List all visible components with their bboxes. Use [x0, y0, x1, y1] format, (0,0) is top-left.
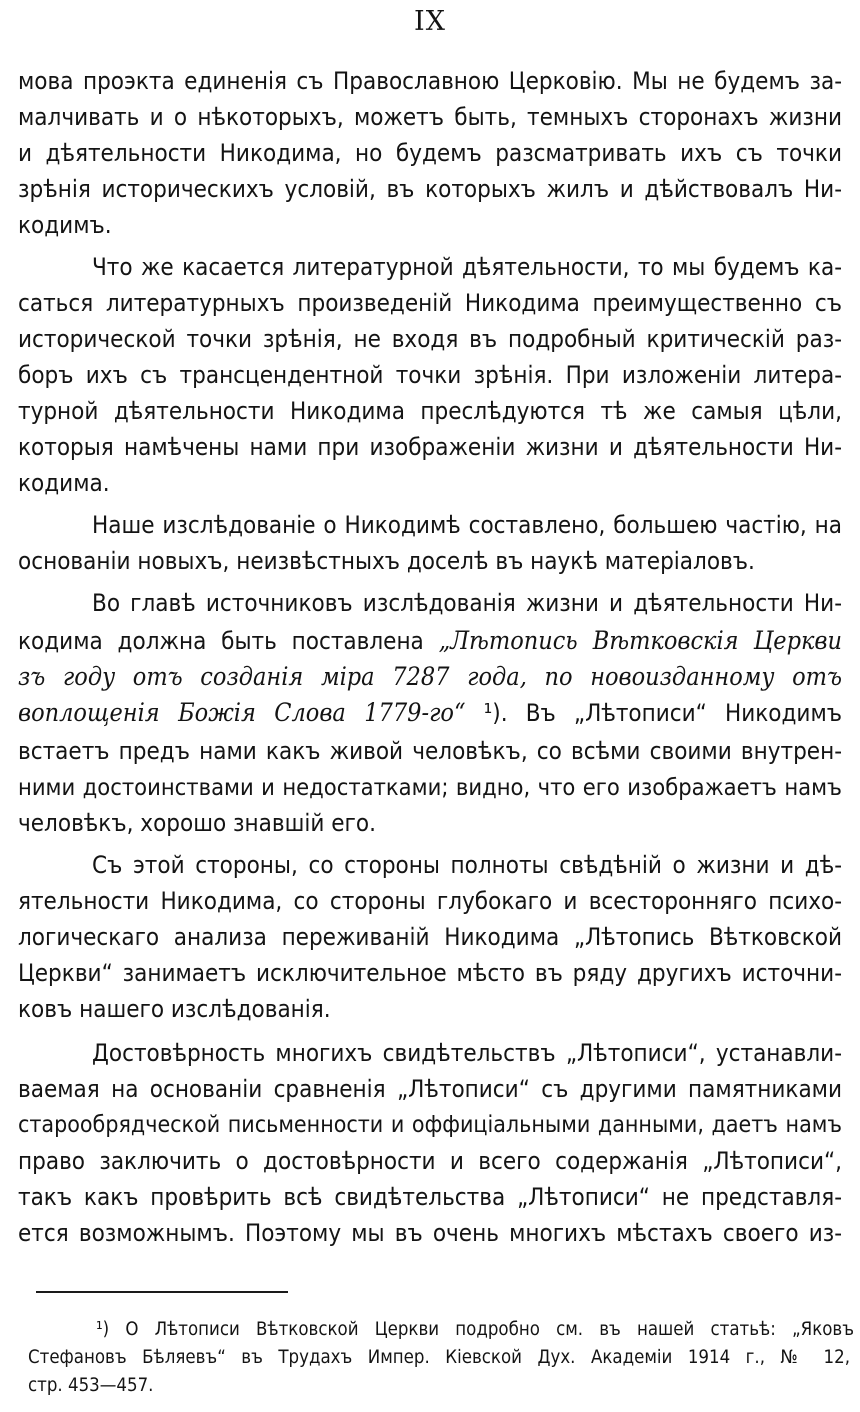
text-fragment: кодима должна быть поставлена	[18, 627, 424, 655]
text-line: Наше изслѣдованіе о Никодимѣ составлено, большею частію, на	[92, 511, 842, 539]
text-line: Что же касается литературной дѣятельности, то мы будемъ ка-	[92, 253, 842, 281]
text-line: и дѣятельности Никодима, но будемъ разсматривать ихъ съ точки	[18, 139, 842, 167]
text-line: кодима.	[18, 469, 110, 497]
text-line: малчивать и о нѣкоторыхъ, можетъ быть, темныхъ сторонахъ жизни	[18, 103, 842, 131]
page-number: IX	[414, 6, 446, 37]
text-line: ется возможнымъ. Поэтому мы въ очень многихъ мѣстахъ своего из-	[18, 1219, 842, 1247]
text-line: Достовѣрность многихъ свидѣтельствъ „Лѣтописи“, устанавли-	[92, 1039, 842, 1067]
text-line: Во главѣ источниковъ изслѣдованія жизни и дѣятельности Ни-	[92, 589, 842, 617]
chronicle-title-line	[18, 662, 842, 694]
text-line: Церкви“ занимаетъ исключительное мѣсто въ ряду другихъ источни-	[18, 959, 842, 987]
chronicle-title: воплощенія Божія Слова 1779-го“	[18, 698, 466, 727]
footnote-divider	[36, 1291, 288, 1293]
text-line: ними достоинствами и недостатками; видно, что его изображаетъ намъ	[18, 773, 842, 801]
text-line-with-title	[18, 698, 842, 730]
text-line: боръ ихъ съ трансцендентной точки зрѣнія. При изложеніи литера-	[18, 361, 842, 389]
text-line: исторической точки зрѣнія, не входя въ подробный критическій раз-	[18, 325, 842, 353]
text-line: такъ какъ провѣрить всѣ свидѣтельства „Лѣтописи“ не представля-	[18, 1183, 842, 1211]
text-fragment: ¹). Въ „Лѣтописи“ Никодимъ	[483, 699, 842, 727]
chronicle-title: „Лѣтопись Вѣтковскія Церкви	[438, 626, 842, 655]
text-line: которыя намѣчены нами при изображеніи жизни и дѣятельности Ни-	[18, 433, 842, 461]
text-line: человѣкъ, хорошо знавшій его.	[18, 809, 376, 837]
text-line: право заключить о достовѣрности и всего содержанія „Лѣтописи“,	[18, 1147, 842, 1175]
text-line: ваемая на основаніи сравненія „Лѣтописи“ съ другими памятниками	[18, 1075, 842, 1103]
text-line: встаетъ предъ нами какъ живой человѣкъ, со всѣми своими внутрен-	[18, 737, 842, 765]
text-line: основаніи новыхъ, неизвѣстныхъ доселѣ въ наукѣ матеріаловъ.	[18, 547, 755, 575]
text-line: логическаго анализа переживаній Никодима „Лѣтопись Вѣтковской	[18, 923, 842, 951]
text-line: турной дѣятельности Никодима преслѣдуются тѣ же самыя цѣли,	[18, 397, 842, 425]
chronicle-title: зъ году отъ созданія міра 7287 года, по новоизданному отъ	[18, 662, 842, 691]
text-line: саться литературныхъ произведеній Никодима преимущественно съ	[18, 289, 842, 317]
footnote-line: стр. 453—457.	[28, 1375, 154, 1396]
text-line: Съ этой стороны, со стороны полноты свѣдѣній о жизни и дѣ-	[92, 851, 842, 879]
text-line: кодимъ.	[18, 211, 112, 239]
footnote-line: Стефановъ Бѣляевъ“ въ Трудахъ Импер. Кіевской Дух. Академіи 1914 г., № 12,	[28, 1347, 850, 1368]
text-line: мова проэкта единенія съ Православною Церковію. Мы не будемъ за-	[18, 67, 842, 95]
text-line: старообрядческой письменности и оффиціальными данными, даетъ намъ	[18, 1112, 842, 1138]
footnote-line: ¹) О Лѣтописи Вѣтковской Церкви подробно см. въ нашей статьѣ: „Яковъ	[96, 1319, 854, 1340]
text-line: ковъ нашего изслѣдованія.	[18, 995, 331, 1023]
text-line-with-title	[18, 626, 842, 658]
text-line: зрѣнія историческихъ условій, въ которыхъ жилъ и дѣйствовалъ Ни-	[18, 175, 842, 203]
text-line: ятельности Никодима, со стороны глубокаго и всесторонняго психо-	[18, 887, 842, 915]
